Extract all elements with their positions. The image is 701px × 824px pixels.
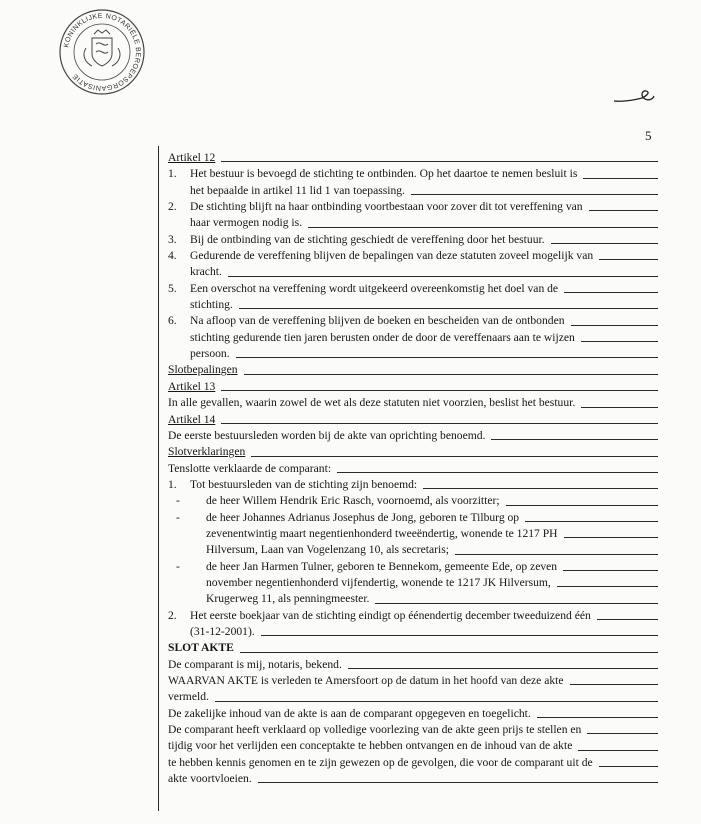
- line-text: zevenentwintig maart negentienhonderd tweeëndertig, wonende te 1217 PH: [206, 526, 558, 540]
- coat-of-arms-icon: [84, 30, 120, 66]
- text-line: [168, 771, 658, 787]
- text-line: [168, 395, 658, 411]
- text-line: [168, 232, 658, 248]
- line-text: Gedurende de vereffening blijven de bepalingen van deze statuten zoveel mogelijk van: [190, 249, 594, 263]
- fill-line: [571, 325, 658, 326]
- text-line: [168, 755, 658, 771]
- text-line: [168, 313, 658, 329]
- text-line: [168, 166, 658, 182]
- section-heading: Artikel 13: [168, 379, 216, 393]
- line-text: de heer Jan Harmen Tulner, geboren te Bennekom, gemeente Ede, op zeven: [206, 559, 558, 573]
- fill-line: [581, 407, 658, 408]
- line-text: De zakelijke inhoud van de akte is aan de comparant opgegeven en toegelicht.: [168, 706, 531, 720]
- text-line: [168, 215, 658, 231]
- line-text: stichting gedurende tien jaren berusten onder de door de vereffenaars aan te wijzen: [190, 330, 575, 344]
- fill-line: [597, 619, 658, 620]
- text-line: [168, 264, 658, 280]
- text-line: [168, 510, 658, 526]
- fill-line: [525, 521, 658, 522]
- text-line: [168, 542, 658, 558]
- fill-line: [587, 733, 658, 734]
- section-heading: Slotbepalingen: [168, 363, 238, 377]
- line-text: De comparant is mij, notaris, bekend.: [168, 657, 342, 671]
- fill-line: [228, 276, 658, 277]
- margin-rule: [158, 146, 159, 811]
- text-line: [168, 722, 658, 738]
- text-line: [168, 346, 658, 362]
- line-text: het bepaalde in artikel 11 lid 1 van toepassing.: [190, 183, 405, 197]
- fill-line: [348, 668, 658, 669]
- fill-line: [506, 505, 658, 506]
- fill-line: [215, 701, 658, 702]
- bullet-dash: -: [176, 494, 180, 508]
- fill-line: [583, 178, 658, 179]
- text-line: [168, 526, 658, 542]
- line-text: WAARVAN AKTE is verleden te Amersfoort op de datum in het hoofd van deze akte: [168, 674, 564, 687]
- fill-line: [581, 341, 658, 342]
- fill-line: [563, 570, 658, 571]
- fill-line: [221, 390, 658, 391]
- fill-line: [570, 684, 658, 685]
- text-line: [168, 608, 658, 624]
- text-line: [168, 575, 658, 591]
- fill-line: [599, 259, 658, 260]
- line-text: persoon.: [190, 347, 230, 361]
- line-text: Bij de ontbinding van de stichting geschiedt de vereffening door het bestuur.: [190, 232, 545, 246]
- item-number: 2.: [168, 608, 177, 622]
- text-line: [168, 559, 658, 575]
- bullet-dash: -: [176, 510, 180, 524]
- fill-line: [537, 717, 658, 718]
- document-body: [168, 150, 658, 787]
- section-heading: Artikel 14: [168, 412, 216, 426]
- text-line: [168, 444, 658, 460]
- text-line: [168, 183, 658, 199]
- text-line: [168, 150, 658, 166]
- text-line: [168, 738, 658, 754]
- section-heading: Slotverklaringen: [168, 445, 246, 459]
- fill-line: [564, 292, 658, 293]
- text-line: [168, 706, 658, 722]
- line-text: akte voortvloeien.: [168, 772, 252, 786]
- fill-line: [236, 357, 658, 358]
- text-line: [168, 248, 658, 264]
- notarial-seal-stamp: [58, 8, 146, 96]
- fill-line: [244, 374, 658, 375]
- text-line: [168, 428, 658, 444]
- text-line: [168, 477, 658, 493]
- fill-line: [221, 161, 658, 162]
- fill-line: [375, 603, 658, 604]
- bullet-dash: -: [176, 559, 180, 573]
- text-line: [168, 673, 658, 689]
- fill-line: [551, 243, 658, 244]
- text-line: [168, 379, 658, 395]
- line-text: Het eerste boekjaar van de stichting eindigt op éénendertig december tweeduizend één: [190, 608, 591, 622]
- line-text: De comparant heeft verklaard op volledige voorlezing van de akte geen prijs te stellen en: [168, 723, 582, 737]
- text-line: [168, 362, 658, 378]
- item-number: 1.: [168, 167, 177, 181]
- line-text: In alle gevallen, waarin zowel de wet als deze statuten niet voorzien, beslist het bestuur.: [168, 396, 576, 410]
- fill-line: [251, 456, 658, 457]
- fill-line: [258, 782, 658, 783]
- fill-line: [411, 194, 658, 195]
- line-text: Een overschot na vereffening wordt uitgekeerd overeenkomstig het doel van de: [190, 281, 559, 295]
- line-text: Na afloop van de vereffening blijven de boeken en bescheiden van de ontbonden: [190, 314, 565, 328]
- fill-line: [557, 586, 658, 587]
- fill-line: [599, 766, 658, 767]
- item-number: 1.: [168, 477, 177, 491]
- line-text: haar vermogen nodig is.: [190, 216, 303, 230]
- text-line: [168, 297, 658, 313]
- fill-line: [491, 439, 658, 440]
- fill-line: [578, 750, 658, 751]
- fill-line: [308, 227, 658, 228]
- item-number: 3.: [168, 232, 177, 246]
- text-line: [168, 640, 658, 656]
- fill-line: [589, 210, 658, 211]
- item-number: 4.: [168, 249, 177, 263]
- item-number: 5.: [168, 281, 177, 295]
- line-text: Hilversum, Laan van Vogelenzang 10, als secretaris;: [206, 543, 449, 557]
- fill-line: [239, 308, 658, 309]
- line-text: Tenslotte verklaarde de comparant:: [168, 461, 332, 475]
- line-text: De stichting blijft na haar ontbinding voortbestaan voor zover dit tot vereffening van: [190, 200, 583, 214]
- text-line: [168, 281, 658, 297]
- text-line: [168, 412, 658, 428]
- section-heading: Artikel 12: [168, 151, 216, 164]
- fill-line: [240, 652, 658, 653]
- text-line: [168, 199, 658, 215]
- fill-line: [455, 554, 658, 555]
- svg-text:KONINKLIJKE NOTARIËLE BEROEPSO: KONINKLIJKE NOTARIËLE BEROEPSORGANISATIE: [63, 12, 142, 92]
- fill-line: [221, 423, 658, 424]
- line-text: tijdig voor het verlijden een conceptakte te hebben ontvangen en de inhoud van de akte: [168, 739, 573, 753]
- text-line: [168, 461, 658, 477]
- text-line: [168, 591, 658, 607]
- text-line: [168, 657, 658, 673]
- line-text: te hebben kennis genomen en te zijn gewezen op de gevolgen, die voor de comparant uit de: [168, 755, 593, 769]
- page-number: 5: [645, 128, 652, 143]
- line-text: kracht.: [190, 265, 222, 279]
- fill-line: [261, 635, 658, 636]
- line-text: de heer Johannes Adrianus Josephus de Jong, geboren te Tilburg op: [206, 510, 520, 524]
- item-number: 2.: [168, 200, 177, 214]
- line-text: Krugerweg 11, als penningmeester.: [206, 592, 370, 606]
- text-line: [168, 624, 658, 640]
- line-text: de heer Willem Hendrik Eric Rasch, voornoemd, als voorzitter;: [206, 494, 500, 508]
- line-text: De eerste bestuursleden worden bij de akte van oprichting benoemd.: [168, 428, 486, 442]
- line-text: (31-12-2001).: [190, 624, 255, 638]
- line-text: SLOT AKTE: [168, 641, 234, 655]
- signature-mark-icon: [612, 86, 656, 106]
- text-line: [168, 493, 658, 509]
- item-number: 6.: [168, 314, 177, 328]
- text-line: [168, 689, 658, 705]
- line-text: Het bestuur is bevoegd de stichting te ontbinden. Op het daartoe te nemen besluit is: [190, 167, 578, 181]
- line-text: Tot bestuursleden van de stichting zijn benoemd:: [190, 477, 418, 491]
- line-text: november negentienhonderd vijfendertig, wonende te 1217 JK Hilversum,: [206, 575, 551, 589]
- text-line: [168, 330, 658, 346]
- fill-line: [564, 537, 658, 538]
- line-text: vermeld.: [168, 690, 209, 704]
- fill-line: [423, 488, 658, 489]
- fill-line: [337, 472, 658, 473]
- line-text: stichting.: [190, 298, 233, 312]
